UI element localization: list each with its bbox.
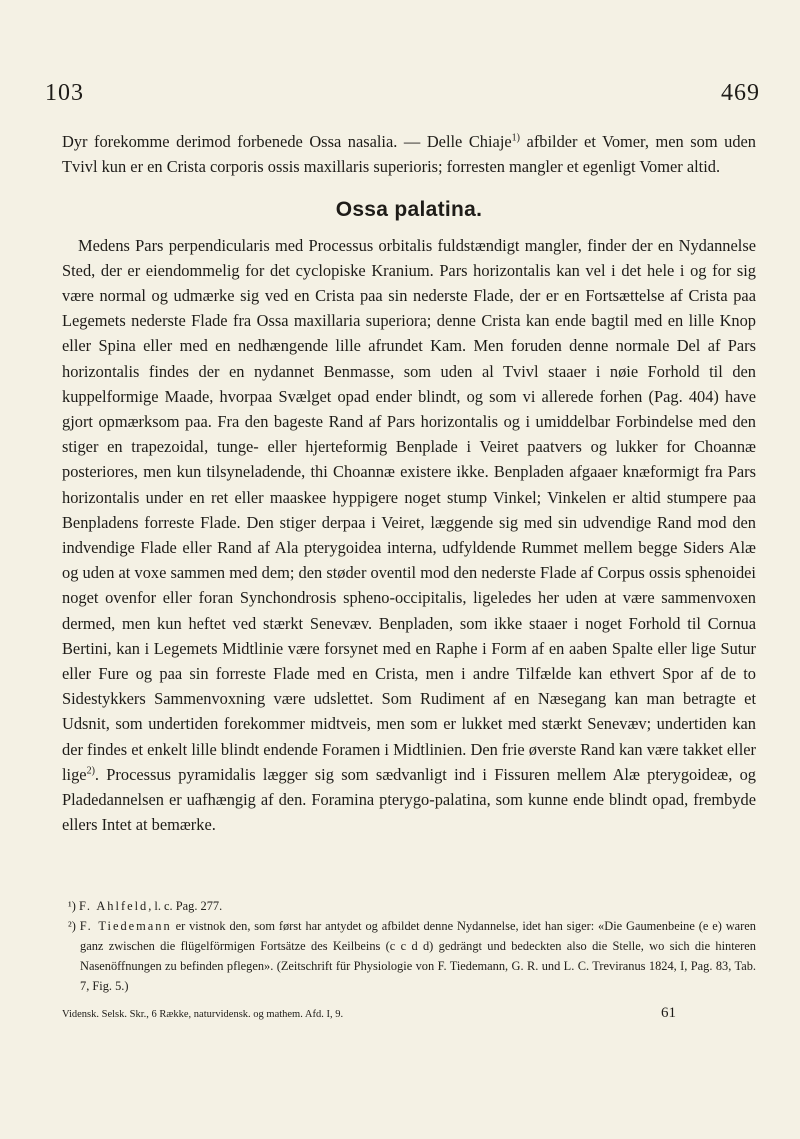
footnote-1-text: , l. c. Pag. 277. (148, 899, 223, 913)
section-heading: Ossa palatina. (335, 198, 483, 222)
signature-mark: 61 (661, 1005, 676, 1021)
footnote-1 (62, 896, 756, 916)
footnote-ref-1: 1) (511, 132, 520, 144)
imprint-line: Vidensk. Selsk. Skr., 6 Række, naturvidensk. og mathem. Afd. I, 9. (62, 1009, 344, 1020)
footnote-2-author: F. Tiedemann (79, 919, 172, 933)
intro-text-1: Dyr forekomme derimod forbenede Ossa nasalia. — Delle Chiaje (62, 132, 512, 151)
page-footer (62, 1007, 756, 1027)
main-paragraph (62, 233, 756, 838)
running-header (45, 80, 760, 110)
footnote-2-mark: ²) (68, 919, 76, 933)
main-text-1: Medens Pars perpendicularis med Processus orbitalis fuldstændigt mangler, finder der en Nydannelse Sted, der er eiendommelig for det cyclopiske Kranium. Pars horizontalis kan vel i det hele i og for sig være normal og udmærke sig ved en Crista paa sin nederste Flade, der er en Fortsættelse af Crista paa Legemets nederste Flade fra Ossa maxillaria superiora; denne Crista kan ende bagtil med en lille Knop eller Spina eller med en nedhængende lille afrundet Kam. Men foruden denne normale Del af Pars horizontalis findes der en nydannet Benmasse, som uden al Tvivl staaer i nøie Forhold til den kuppelformige Maade, hvorpaa Svælget opad ender blindt, og som vi allerede forhen (Pag. 404) have gjort opmærksom paa. Fra den bageste Rand af Pars horizontalis og i umiddelbar Forbindelse med den stiger en trapezoidal, tunge- eller hjerteformig Benplade i Veiret paatvers og lukker for Choannæ posteriores, men kun tilsyneladende, thi Choannæ existere ikke. Benpladen afgaaer knæformigt fra Pars horizontalis under en ret eller maaskee hyppigere noget stump Vinkel; Vinkelen er altid stumpere paa Benpladens forreste Flade. Den stiger derpaa i Veiret, læggende sig med sin udvendige Rand mod den indvendige Flade eller Rand af Ala pterygoidea interna, udfyldende Rummet mellem begge Siders Alæ og uden at voxe sammen med dem; den støder oventil mod den nederste Flade af Corpus ossis sphenoidei noget ovenfor eller foran Synchondrosis spheno-occipitalis, ligeledes her uden at være sammenvoxen dermed, men kun heftet ved stærkt Senevæv. Benpladen, som ikke staaer i noget Forhold til Cornua Bertini, kan i Legemets Midtlinie være forsynet med en Raphe i Form af en aaben Spalte eller lige Sutur eller Fure og paa sin forreste Flade med en Crista, men i andre Tilfælde kan ethvert Spor af de to Sidestykkers Sammenvoxning være udslettet. Som Rudiment af en Næsegang kan man betragte et Udsnit, som undertiden forekommer midtveis, men som er lukket med stærkt Senevæv; undertiden kan der findes et enkelt lille blindt endende Foramen i Midtlinien. Den frie øverste Rand kan være takket eller lige (62, 235, 756, 784)
page-number-left: 103 (45, 80, 84, 106)
footnote-2-text: er vistnok den, som først har antydet og afbildet denne Nydannelse, idet han siger: «Die Gaumenbeine (e e) waren ganz zwischen die flügelförmigen Fortsätze des Keilbeins (c c d d) gedrängt und bedeckten also die Stelle, wo sich die hinteren Nasenöffnungen zu befinden pflegen». (Zeitschrift für Physiologie von F. Tiedemann, G. R. und L. C. Treviranus 1824, I, Pag. 83, Tab. 7, Fig. 5.) (80, 919, 756, 993)
footnote-ref-2: 2) (86, 765, 95, 777)
footnote-1-author: F. Ahlfeld (78, 899, 149, 913)
footnote-1-mark: ¹) (68, 899, 76, 913)
page-number-right: 469 (721, 80, 760, 106)
footnotes (62, 896, 756, 996)
body-text (62, 129, 756, 837)
intro-paragraph (62, 129, 756, 179)
footnote-2 (62, 916, 756, 996)
main-text-2: . Processus pyramidalis lægger sig som sædvanligt ind i Fissuren mellem Alæ pterygoideæ, og Pladedannelsen er uafhængig af den. Foramina pterygo-palatina, som kunne ende blindt opad, frembyde ellers Intet at bemærke. (62, 764, 756, 835)
intro-text-2: afbilder et Vomer, men som uden Tvivl kun er en Crista corporis ossis maxillaris superioris; forresten mangler et egenligt Vomer altid. (62, 132, 756, 177)
